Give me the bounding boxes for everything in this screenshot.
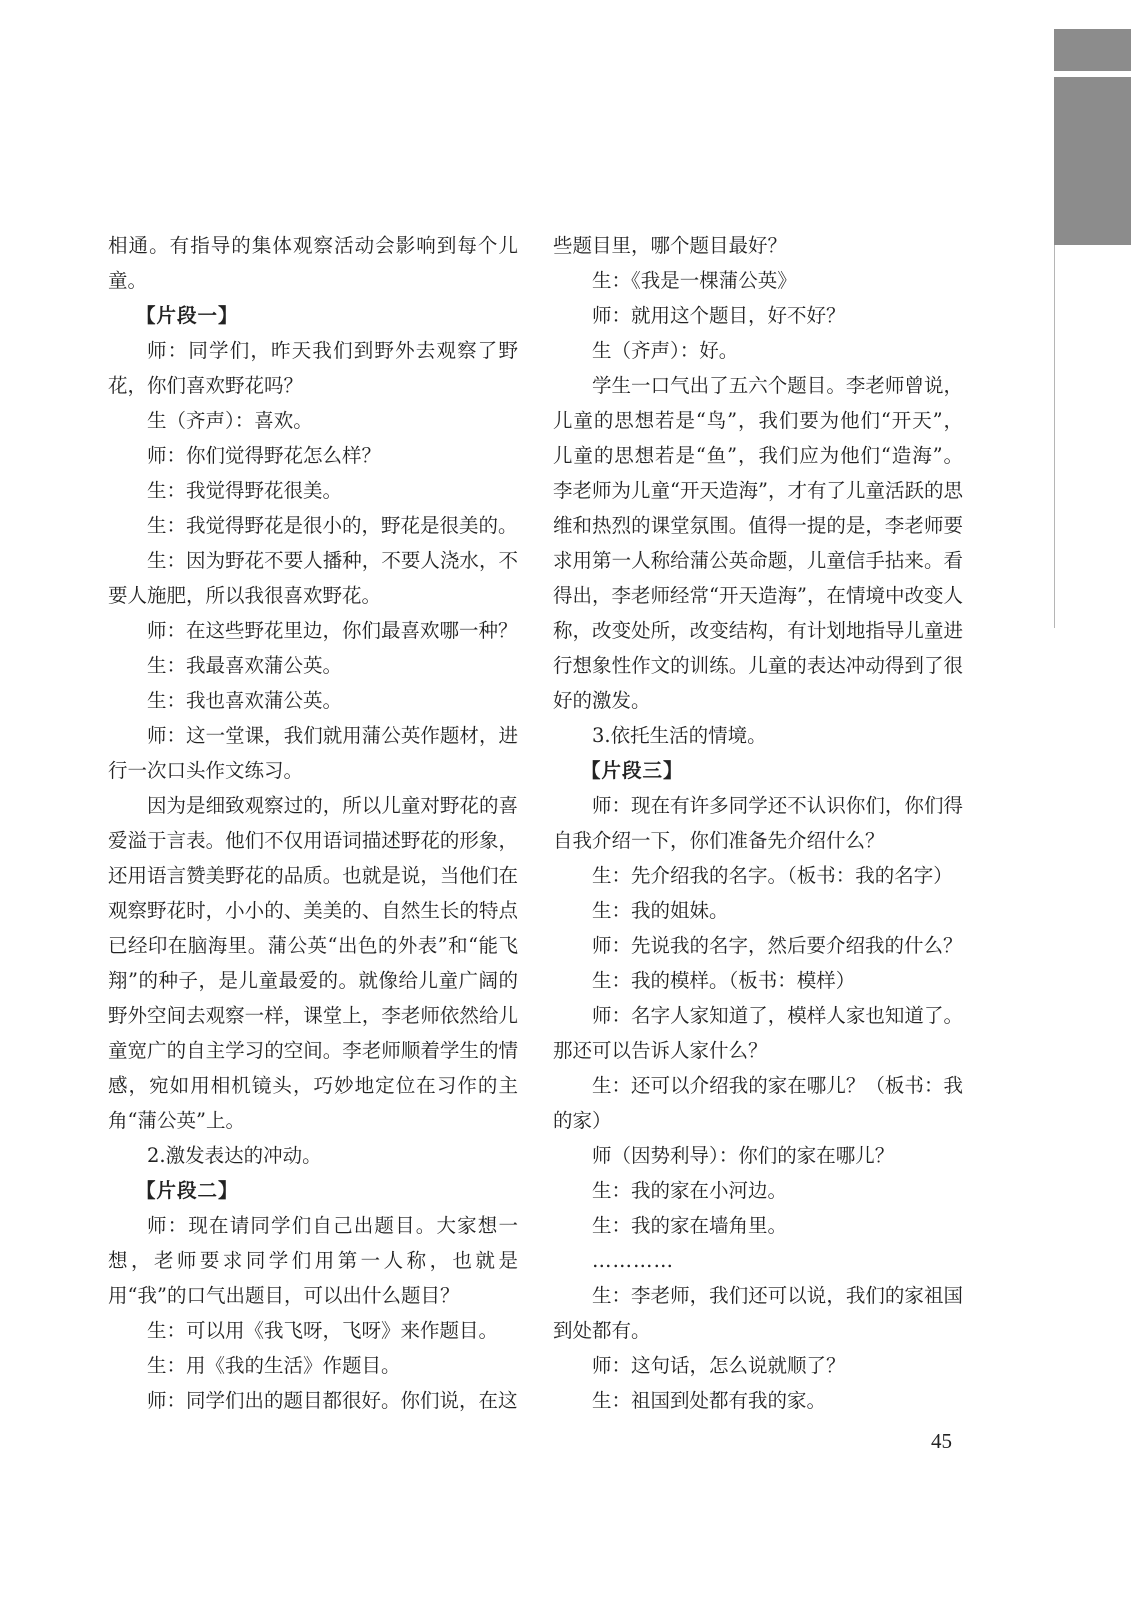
paragraph: 师：名字人家知道了，模样人家也知道了。那还可以告诉人家什么？: [553, 1004, 963, 1062]
paragraph: 师：先说我的名字，然后要介绍我的什么？: [592, 934, 963, 957]
paragraph: 生：《我是一棵蒲公英》: [592, 269, 797, 292]
paragraph: 生：我也喜欢蒲公英。: [147, 689, 343, 712]
paragraph: 师：同学们，昨天我们到野外去观察了野花，你们喜欢野花吗？: [108, 339, 518, 397]
section-heading: 【片段三】: [581, 759, 684, 782]
paragraph: 师：你们觉得野花怎么样？: [147, 444, 382, 467]
paragraph: 生：先介绍我的名字。（板书：我的名字）: [592, 864, 953, 887]
paragraph: 2.激发表达的冲动。: [147, 1144, 322, 1167]
paragraph: 师：在这些野花里边，你们最喜欢哪一种？: [147, 619, 518, 642]
paragraph: 生：我的姐妹。: [592, 899, 729, 922]
ellipsis-line: …………: [592, 1249, 674, 1272]
margin-rule: [1054, 245, 1055, 628]
paragraph: 学生一口气出了五六个题目。李老师曾说，儿童的思想若是“鸟”，我们要为他们“开天”，儿童的思想若是“鱼”，我们应为他们“造海”。李老师为儿童“开天造海”，才有了儿童活跃的思维和热烈的课堂氛围。值得一提的是，李老师要求用第一人称给蒲公英命题，儿童信手拈来。看得出，李老师经常“开天造海”，在情境中改变人称，改变处所，改变结构，有计划地指导儿童进行想象性作文的训练。儿童的表达冲动得到了很好的激发。: [553, 374, 963, 712]
paragraph: 生（齐声）：喜欢。: [147, 409, 313, 432]
paragraph: 生（齐声）：好。: [592, 339, 739, 362]
paragraph: 3.依托生活的情境。: [592, 724, 767, 747]
page-number: 45: [931, 1429, 952, 1453]
continued-paragraph: 相通。有指导的集体观察活动会影响到每个儿童。: [108, 234, 518, 292]
paragraph: 生：我的模样。（板书：模样）: [592, 969, 856, 992]
paragraph: 师：现在请同学们自己出题目。大家想一想，老师要求同学们用第一人称，也就是用“我”的口气出题目，可以出什么题目？: [108, 1214, 518, 1307]
paragraph: 师：现在有许多同学还不认识你们，你们得自我介绍一下，你们准备先介绍什么？: [553, 794, 963, 852]
section-heading: 【片段一】: [136, 304, 239, 327]
right-column: [553, 228, 963, 1418]
paragraph: 师：这一堂课，我们就用蒲公英作题材，进行一次口头作文练习。: [108, 724, 518, 782]
paragraph: 生：我的家在墙角里。: [592, 1214, 788, 1237]
section-tab-top: [1054, 29, 1131, 71]
paragraph: 生：我觉得野花很美。: [147, 479, 343, 502]
continued-paragraph: 些题目里，哪个题目最好？: [553, 234, 788, 257]
paragraph: 生：李老师，我们还可以说，我们的家祖国到处都有。: [553, 1284, 963, 1342]
paragraph: 生：可以用《我飞呀，飞呀》来作题目。: [147, 1319, 499, 1342]
paragraph: 师：这句话，怎么说就顺了？: [592, 1354, 846, 1377]
paragraph: 生：我的家在小河边。: [592, 1179, 788, 1202]
paragraph: 生：祖国到处都有我的家。: [592, 1389, 827, 1412]
paragraph: 生：因为野花不要人播种，不要人浇水，不要人施肥，所以我很喜欢野花。: [108, 549, 518, 607]
section-heading: 【片段二】: [136, 1179, 239, 1202]
paragraph: 师：同学们出的题目都很好。你们说，在这: [147, 1389, 518, 1412]
paragraph: 生：我最喜欢蒲公英。: [147, 654, 343, 677]
paragraph: 生：用《我的生活》作题目。: [147, 1354, 401, 1377]
paragraph: 因为是细致观察过的，所以儿童对野花的喜爱溢于言表。他们不仅用语词描述野花的形象，还用语言赞美野花的品质。也就是说，当他们在观察野花时，小小的、美美的、自然生长的特点已经印在脑海里。蒲公英“出色的外表”和“能飞翔”的种子，是儿童最爱的。就像给儿童广阔的野外空间去观察一样，课堂上，李老师依然给儿童宽广的自主学习的空间。李老师顺着学生的情感，宛如用相机镜头，巧妙地定位在习作的主角“蒲公英”上。: [108, 794, 518, 1132]
paragraph: 师：就用这个题目，好不好？: [592, 304, 846, 327]
paragraph: 生：还可以介绍我的家在哪儿？（板书：我的家）: [553, 1074, 963, 1132]
paragraph: 师（因势利导）：你们的家在哪儿？: [592, 1144, 895, 1167]
section-tab-bottom: [1054, 77, 1131, 245]
paragraph: 生：我觉得野花是很小的，野花是很美的。: [147, 514, 518, 537]
left-column: [108, 228, 518, 1418]
